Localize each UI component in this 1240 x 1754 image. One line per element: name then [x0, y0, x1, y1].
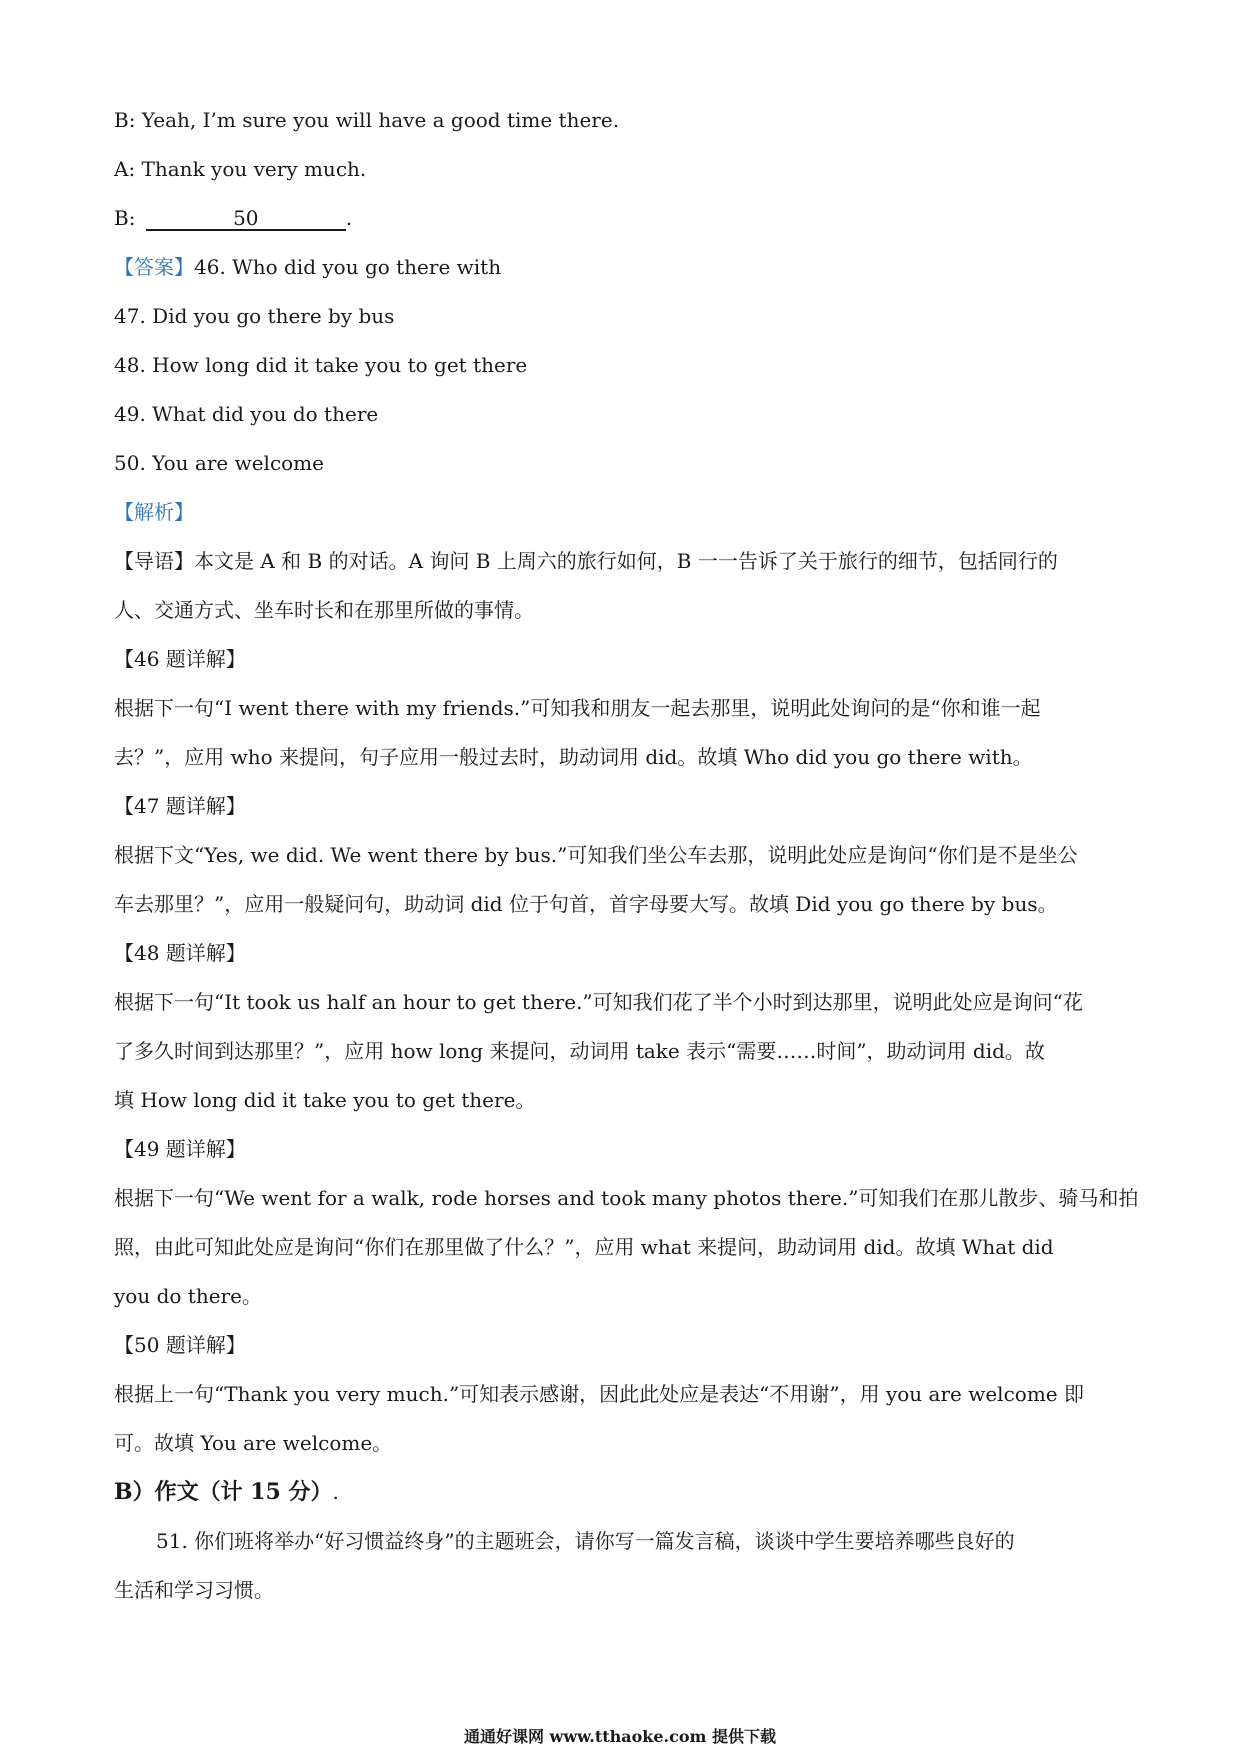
detail-line: 根据下一句“We went for a walk, rode horses and took many photos there.”可知我们在那儿散步、骑马和拍: [114, 1186, 1139, 1210]
answer-line-46: [114, 253, 1134, 281]
detail-line: 车去那里？”，应用一般疑问句，助动词 did 位于句首，首字母要大写。故填 Did you go there by bus。: [114, 892, 1058, 916]
detail-line: 照，由此可知此处应是询问“你们在那里做了什么？”，应用 what 来提问，助动词用 did。故填 What did: [114, 1235, 1054, 1259]
answer-item: 47. Did you go there by bus: [114, 304, 395, 328]
analysis-tag: 【解析】: [114, 500, 194, 524]
detail-heading-48: 【48 题详解】: [114, 941, 246, 965]
answer-item: 50. You are welcome: [114, 451, 324, 475]
detail-line: 了多久时间到达那里？”，应用 how long 来提问，动词用 take 表示“需要……时间”，助动词用 did。故: [114, 1039, 1045, 1063]
detail-line: 根据下一句“It took us half an hour to get there.”可知我们花了半个小时到达那里，说明此处应是询问“花: [114, 990, 1083, 1014]
dialogue-line-blank: [114, 204, 1134, 232]
detail-line: you do there。: [114, 1284, 262, 1308]
answer-item: 46. Who did you go there with: [194, 255, 502, 279]
intro-line: 人、交通方式、坐车时长和在那里所做的事情。: [114, 598, 534, 622]
detail-heading-49: 【49 题详解】: [114, 1137, 246, 1161]
detail-line: 根据上一句“Thank you very much.”可知表示感谢，因此此处应是表达“不用谢”，用 you are welcome 即: [114, 1382, 1084, 1406]
detail-heading-47: 【47 题详解】: [114, 794, 246, 818]
detail-line: 可。故填 You are welcome。: [114, 1431, 393, 1455]
dialogue-line-b: B: Yeah, I’m sure you will have a good time there.: [114, 108, 620, 132]
answer-tag: 【答案】: [114, 255, 194, 279]
writing-prompt-line: 51. 你们班将举办“好习惯益终身”的主题班会，请你写一篇发言稿，谈谈中学生要培养哪些良好的: [156, 1529, 1015, 1553]
detail-line: 去？”，应用 who 来提问，句子应用一般过去时，助动词用 did。故填 Who did you go there with。: [114, 745, 1033, 769]
detail-heading-50: 【50 题详解】: [114, 1333, 246, 1357]
writing-section: [114, 1478, 1134, 1506]
detail-line: 根据下文“Yes, we did. We went there by bus.”可知我们坐公车去那，说明此处应是询问“你们是不是坐公: [114, 843, 1078, 867]
blank-number: 50: [233, 206, 259, 230]
answer-item: 49. What did you do there: [114, 402, 379, 426]
blank-period: .: [345, 206, 353, 230]
writing-heading: B）作文（计 15 分）: [114, 1479, 333, 1505]
page-footer: 通通好课网 www.tthaoke.com 提供下载: [463, 1727, 777, 1746]
dialogue-line-a: A: Thank you very much.: [114, 157, 367, 181]
writing-prompt-line: 生活和学习习惯。: [114, 1578, 274, 1602]
dialogue-speaker: B:: [114, 206, 136, 230]
intro-line: 【导语】本文是 A 和 B 的对话。A 询问 B 上周六的旅行如何，B 一一告诉了关于旅行的细节，包括同行的: [114, 549, 1058, 573]
writing-heading-dot: .: [332, 1480, 339, 1504]
answer-blank: [146, 207, 346, 231]
answer-item: 48. How long did it take you to get there: [114, 353, 528, 377]
detail-line: 填 How long did it take you to get there。: [114, 1088, 536, 1112]
detail-heading-46: 【46 题详解】: [114, 647, 246, 671]
detail-line: 根据下一句“I went there with my friends.”可知我和朋友一起去那里，说明此处询问的是“你和谁一起: [114, 696, 1041, 720]
